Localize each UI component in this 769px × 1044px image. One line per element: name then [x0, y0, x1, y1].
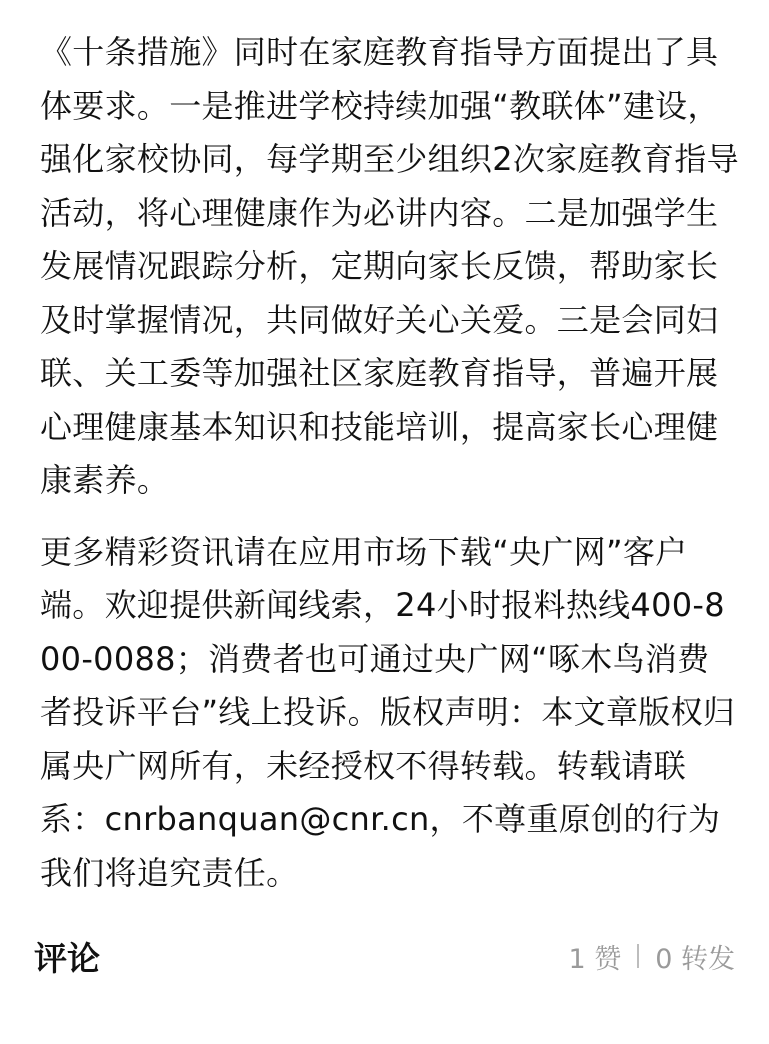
stats-divider — [637, 944, 639, 968]
likes-count[interactable]: 1 赞 — [568, 943, 622, 975]
article-body — [40, 26, 740, 900]
article-paragraph: 更多精彩资讯请在应用市场下载“央广网”客户端。欢迎提供新闻线索，24小时报料热线400-800-0088；消费者也可通过央广网“啄木鸟消费者投诉平台”线上投诉。版权声明：本文章版权归属央广网所有，未经授权不得转载。转载请联系：cnrbanquan@cnr.cn，不尊重原创的行为我们将追究责任。 — [40, 532, 736, 892]
article-paragraph: 《十条措施》同时在家庭教育指导方面提出了具体要求。一是推进学校持续加强“教联体”建设，强化家校协同，每学期至少组织2次家庭教育指导活动，将心理健康作为必讲内容。二是加强学生发展情况跟踪分析，定期向家长反馈，帮助家长及时掌握情况，共同做好关心关爱。三是会同妇联、关工委等加强社区家庭教育指导，普遍开展心理健康基本知识和技能培训，提高家长心理健康素养。 — [40, 33, 739, 499]
engagement-stats — [568, 937, 735, 976]
article-footer — [34, 928, 735, 984]
shares-count[interactable]: 0 转发 — [655, 943, 735, 975]
comments-tab[interactable]: 评论 — [34, 938, 100, 978]
